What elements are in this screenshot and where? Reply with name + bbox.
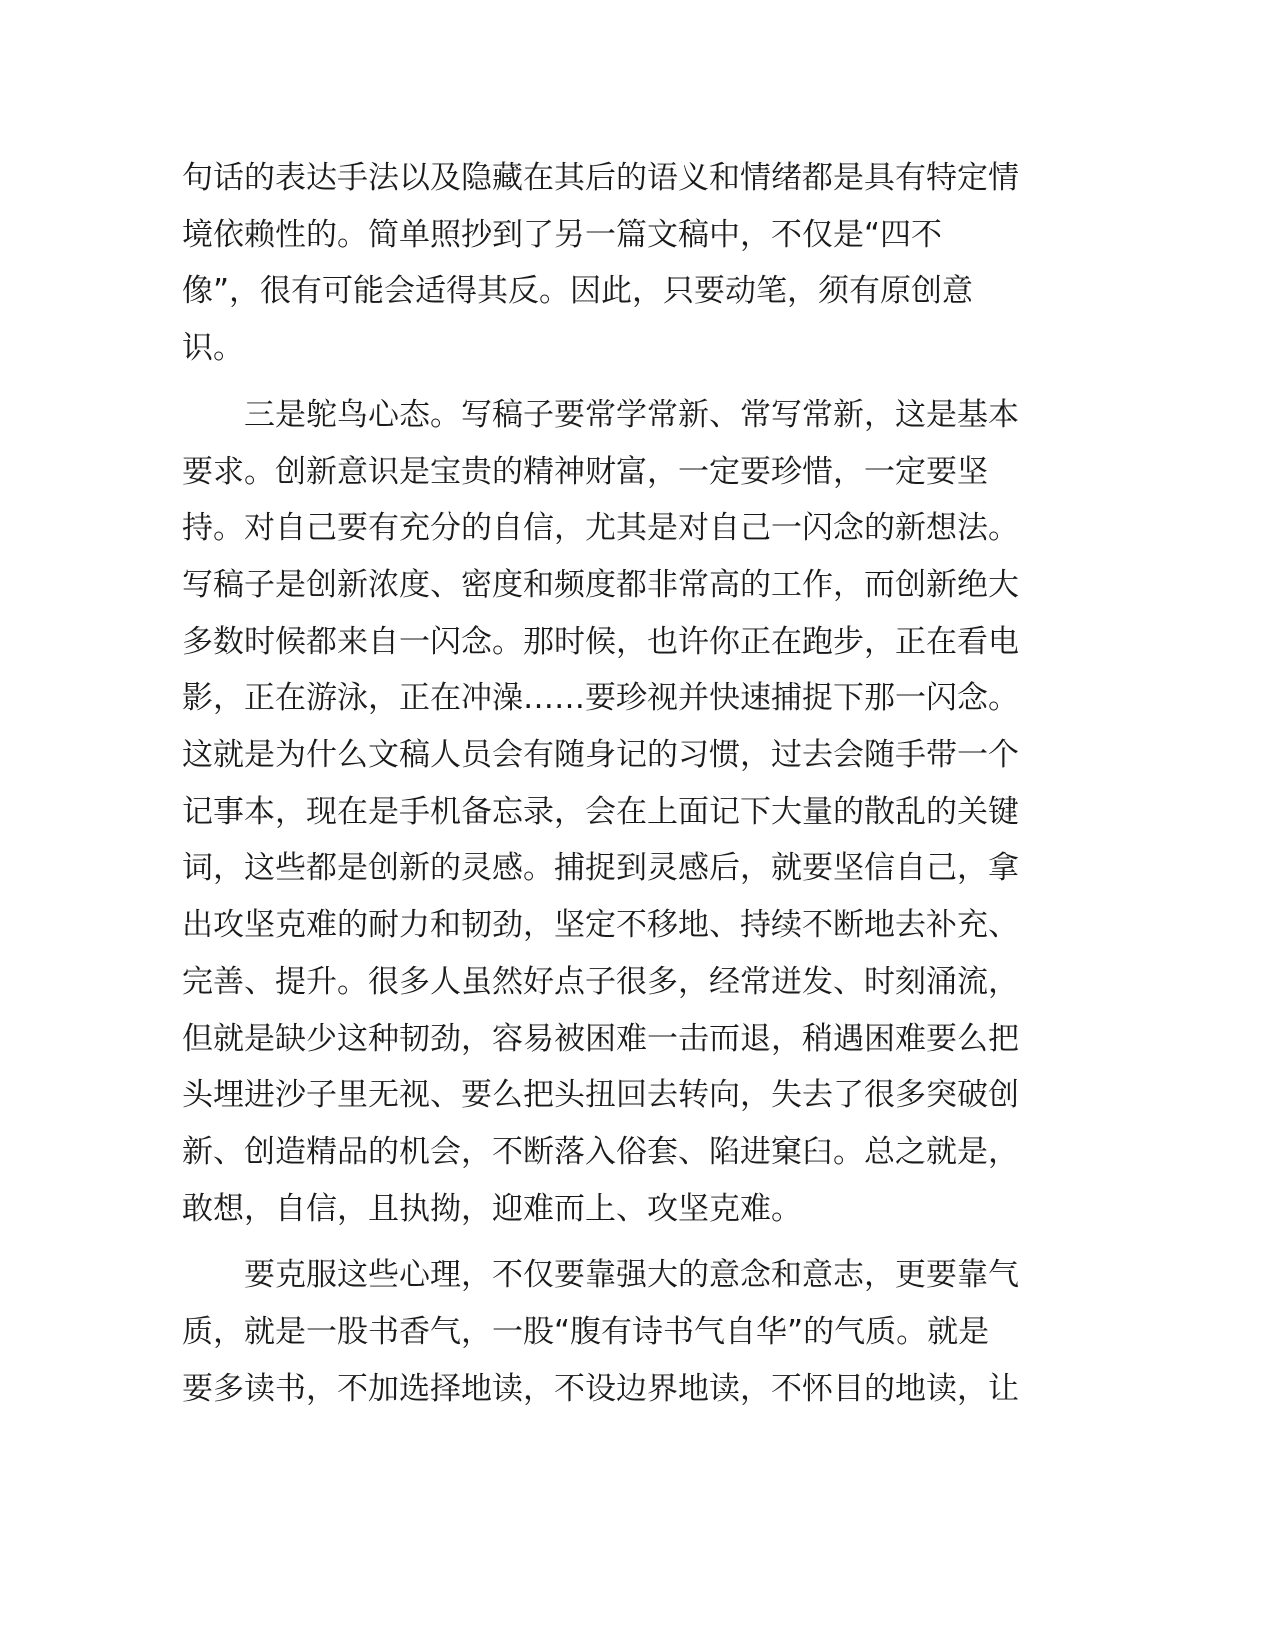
paragraph-ostrich-mentality: 三是鸵鸟心态。写稿子要常学常新、常写常新，这是基本 要求。创新意识是宝贵的精神财富，一定要珍惜，一定要坚 持。对自己要有充分的自信，尤其是对自己一闪念的新想法。 写稿子是创新浓度、密度和频度都非常高的工作，而创新绝大 多数时候都来自一闪念。那时候，也许你正在跑步，正在看电 影，正在游泳，正在冲澡……要珍视并快速捕捉下那一闪念。 这就是为什么文稿人员会有随身记的习惯，过去会随手带一个 记事本，现在是手机备忘录，会在上面记下大量的散乱的关键 词，这些都是创新的灵感。捕捉到灵感后，就要坚信自己，拿 出攻坚克难的耐力和韧劲，坚定不移地、持续不断地去补充、 完善、提升。很多人虽然好点子很多，经常迸发、时刻涌流， 但就是缺少这种韧劲，容易被困难一击而退，稍遇困难要么把 头埋进沙子里无视、要么把头扭回去转向，失去了很多突破创 新、创造精品的机会，不断落入俗套、陷进窠臼。总之就是， 敢想，自信，且执拗，迎难而上、攻坚克难。: [182, 396, 1019, 1227]
body-text: [182, 150, 1042, 1417]
paragraph-overcome-mentality: 要克服这些心理，不仅要靠强大的意念和意志，更要靠气 质，就是一股书香气，一股“腹有诗书气自华”的气质。就是 要多读书，不加选择地读，不设边界地读，不怀目的地读，让: [182, 1257, 1019, 1407]
paragraph-continued: 句话的表达手法以及隐藏在其后的语义和情绪都是具有特定情 境依赖性的。简单照抄到了另一篇文稿中，不仅是“四不 像”，很有可能会适得其反。因此，只要动笔，须有原创意 识。: [182, 160, 1019, 367]
